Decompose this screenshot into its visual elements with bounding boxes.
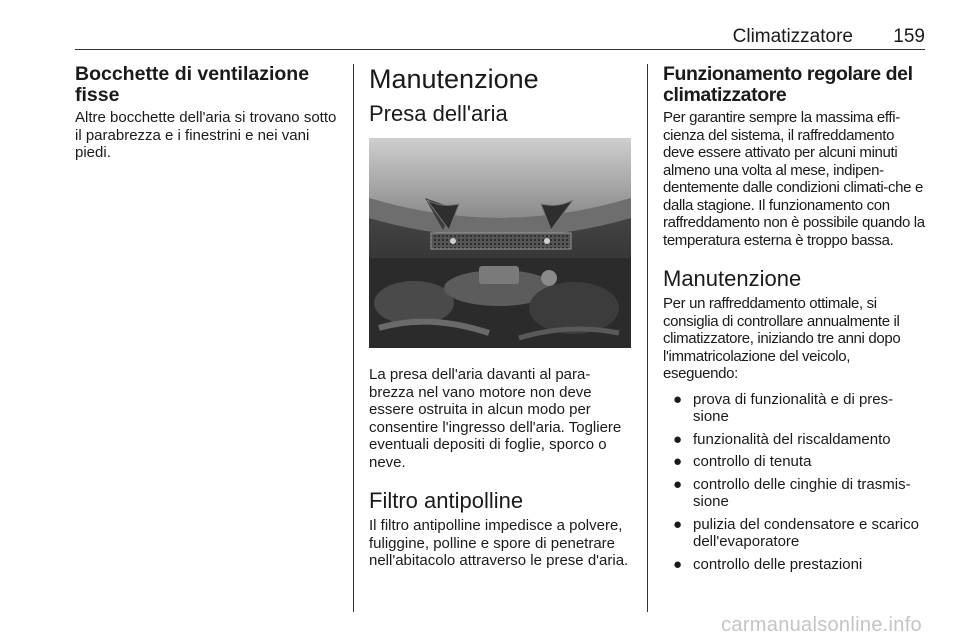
engine-bay-image [369,138,631,348]
heading-fixed-vents: Bocchette di ventilazione fisse [75,63,310,106]
list-item: ● controllo delle prestazioni [673,555,863,573]
engine-bay-photo [369,138,631,348]
section-title: Climatizzatore [732,26,853,47]
list-item: ● funzionalità del riscaldamento [673,430,891,448]
page-header [75,27,925,50]
list-item: ● prova di funzionalità e di pres-sione [673,390,894,425]
maintenance-ac-text: Per un raffreddamento ottimale, si consiglia di controllare annualmente il climatizzatore, iniziando tre anni dopo l'immatricolazione del veicolo, eseguendo: [663,295,901,382]
heading-pollen-filter: Filtro antipolline [369,488,524,513]
pollen-filter-text: Il filtro antipolline impedisce a polvere, fuliggine, polline e spore di penetrare nell'abitacolo attraverso le prese d'aria. [369,517,629,569]
bullet-icon: ● [673,390,683,408]
column-divider [647,64,648,612]
column-left [75,64,337,162]
air-intake-text: La presa dell'aria davanti al para-brezza nel vano motore non deve essere ostruita in alcun modo per consentire l'ingresso dell'aria. Togliere eventuali depositi di foglie, sporco o neve. [369,366,622,471]
heading-maintenance-ac: Manutenzione [663,266,802,291]
heading-air-intake: Presa dell'aria [369,101,508,126]
column-divider [353,64,354,612]
bullet-icon: ● [673,555,683,573]
column-right [663,64,928,573]
heading-regular-operation: Funzionamento regolare del climatizzatore [663,63,913,106]
bullet-icon: ● [673,475,683,493]
column-middle [369,64,631,570]
watermark: carmanualsonline.info [721,614,922,636]
list-item: ● controllo di tenuta [673,453,812,470]
maintenance-checklist [663,391,928,574]
page-number: 159 [893,26,925,47]
regular-operation-text: Per garantire sempre la massima effi-cienza del sistema, il raffreddamento deve essere attivato per alcuni minuti almeno una volta al mese, indipen-dentemente dalle condizioni climati-che e dalla stagione. Il funzionamento con raffreddamento non è possibile quando la temperatura esterna è troppo bassa. [663,109,925,249]
bullet-icon: ● [673,453,683,470]
heading-maintenance: Manutenzione [369,64,539,94]
list-item: ● controllo delle cinghie di trasmis-sione [673,475,911,510]
bullet-icon: ● [673,430,683,448]
bullet-icon: ● [673,515,683,533]
list-item: ● pulizia del condensatore e scarico dell'evaporatore [673,515,919,550]
fixed-vents-text: Altre bocchette dell'aria si trovano sotto il parabrezza e i finestrini e nei vani piedi. [75,109,337,161]
